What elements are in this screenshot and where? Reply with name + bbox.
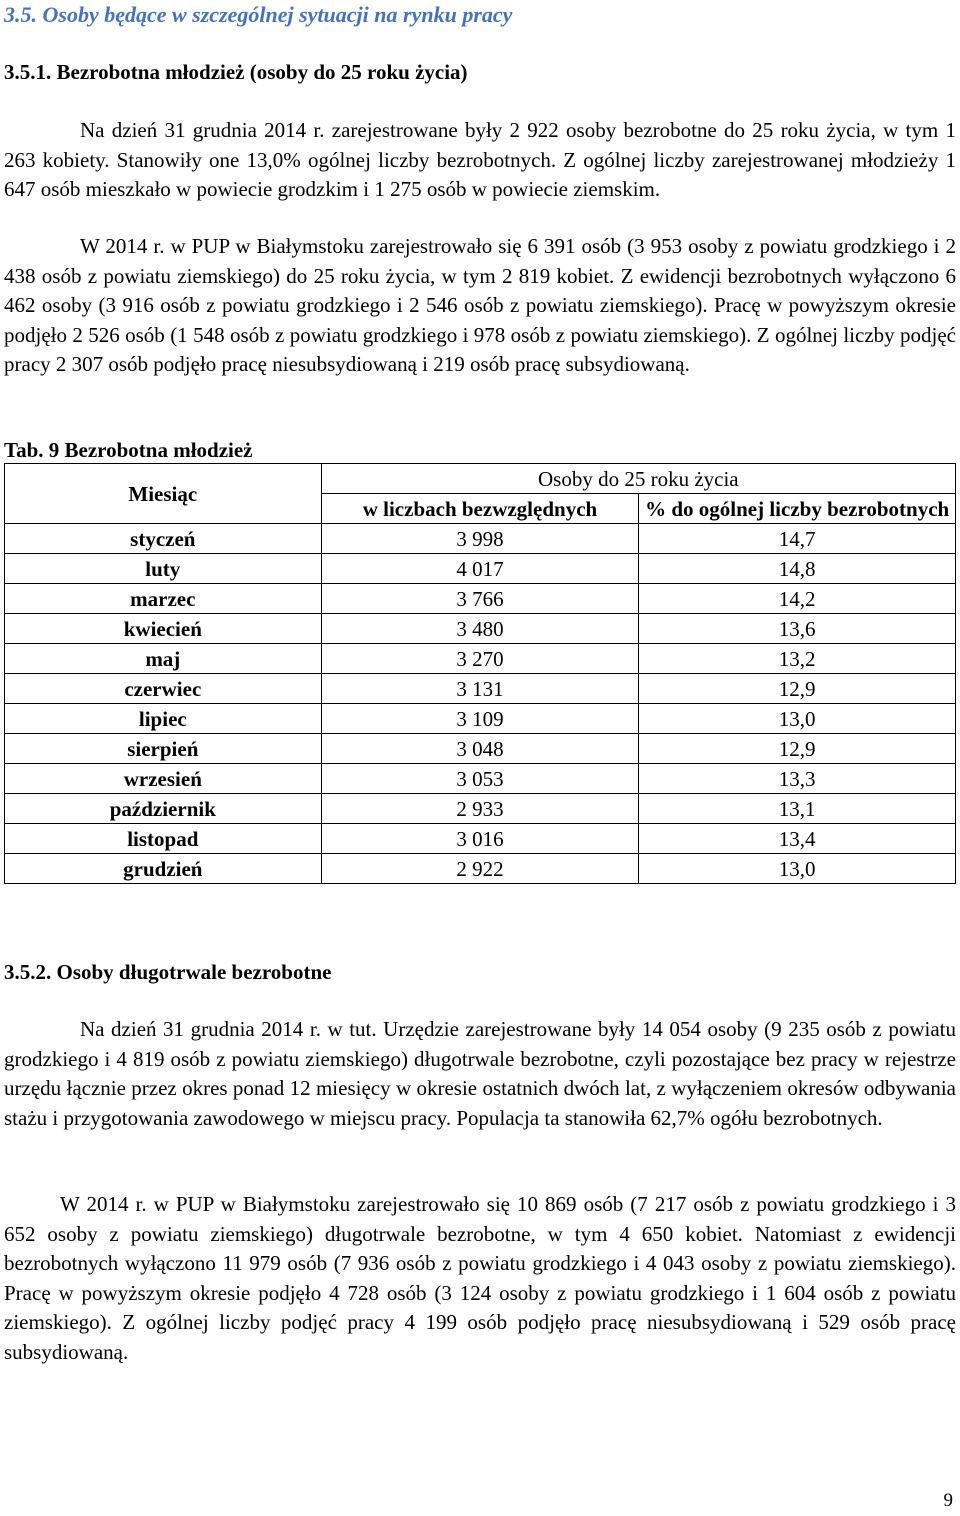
percent-cell: 14,7 — [639, 524, 956, 554]
subsection-title-longterm: 3.5.2. Osoby długotrwale bezrobotne — [4, 960, 332, 984]
absolute-cell: 4 017 — [321, 554, 639, 584]
absolute-cell: 3 480 — [321, 614, 639, 644]
paragraph-longterm-summary: Na dzień 31 grudnia 2014 r. w tut. Urzędzie zarejestrowane były 14 054 osoby (9 235 osób z powiatu grodzkiego i 4 819 osób z powiatu ziemskiego) długotrwale bezrobotne, czyli pozostające bez pracy w rejestrze urzędu łącznie przez okres ponad 12 miesięcy w okresie ostatnich dwóch lat, z wyłączeniem okresów odbywania stażu i przygotowania zawodowego w miejscu pracy. Populacja ta stanowiła 62,7% ogółu bezrobotnych. — [4, 1017, 956, 1130]
month-cell: lipiec — [5, 704, 322, 734]
percent-cell: 13,1 — [639, 794, 956, 824]
percent-cell: 13,2 — [639, 644, 956, 674]
percent-cell: 14,2 — [639, 584, 956, 614]
absolute-cell: 3 998 — [321, 524, 639, 554]
subsection-title-youth: 3.5.1. Bezrobotna młodzież (osoby do 25 roku życia) — [4, 60, 468, 84]
month-cell: kwiecień — [5, 614, 322, 644]
absolute-cell: 2 933 — [321, 794, 639, 824]
absolute-cell: 3 270 — [321, 644, 639, 674]
page-number: 9 — [943, 1490, 953, 1511]
table-row — [5, 734, 956, 764]
table-row — [5, 764, 956, 794]
percent-cell: 13,0 — [639, 854, 956, 884]
percent-cell: 13,3 — [639, 764, 956, 794]
header-percent: % do ogólnej liczby bezrobotnych — [639, 494, 956, 524]
absolute-cell: 3 048 — [321, 734, 639, 764]
month-cell: styczeń — [5, 524, 322, 554]
table-row — [5, 644, 956, 674]
table-row — [5, 524, 956, 554]
month-cell: maj — [5, 644, 322, 674]
header-group: Osoby do 25 roku życia — [321, 464, 955, 494]
youth-unemployment-table — [4, 463, 956, 884]
table-row — [5, 824, 956, 854]
table-row — [5, 554, 956, 584]
header-month: Miesiąc — [5, 464, 322, 524]
month-cell: listopad — [5, 824, 322, 854]
month-cell: luty — [5, 554, 322, 584]
percent-cell: 12,9 — [639, 674, 956, 704]
absolute-cell: 3 131 — [321, 674, 639, 704]
absolute-cell: 3 766 — [321, 584, 639, 614]
table-row — [5, 704, 956, 734]
absolute-cell: 3 053 — [321, 764, 639, 794]
percent-cell: 13,0 — [639, 704, 956, 734]
percent-cell: 13,6 — [639, 614, 956, 644]
table-row — [5, 674, 956, 704]
table-row — [5, 584, 956, 614]
absolute-cell: 2 922 — [321, 854, 639, 884]
table-row — [5, 794, 956, 824]
paragraph-youth-registrations: W 2014 r. w PUP w Białymstoku zarejestrowało się 6 391 osób (3 953 osoby z powiatu grodzkiego i 2 438 osób z powiatu ziemskiego) do 25 roku życia, w tym 2 819 kobiet. Z ewidencji bezrobotnych wyłączono 6 462 osoby (3 916 osób z powiatu grodzkiego i 2 546 osób z powiatu ziemskiego). Pracę w powyższym okresie podjęło 2 526 osób (1 548 osób z powiatu grodzkiego i 978 osób z powiatu ziemskiego). Z ogólnej liczby podjęć pracy 2 307 osób podjęło pracę niesubsydiowaną i 219 osób pracę subsydiowaną. — [4, 234, 956, 376]
section-title: 3.5. Osoby będące w szczególnej sytuacji na rynku pracy — [4, 2, 513, 27]
percent-cell: 14,8 — [639, 554, 956, 584]
table-row — [5, 614, 956, 644]
month-cell: grudzień — [5, 854, 322, 884]
percent-cell: 13,4 — [639, 824, 956, 854]
absolute-cell: 3 109 — [321, 704, 639, 734]
paragraph-youth-summary: Na dzień 31 grudnia 2014 r. zarejestrowane były 2 922 osoby bezrobotne do 25 roku życia, w tym 1 263 kobiety. Stanowiły one 13,0% ogólnej liczby bezrobotnych. Z ogólnej liczby zarejestrowanej młodzieży 1 647 osób mieszkało w powiecie grodzkim i 1 275 osób w powiecie ziemskim. — [4, 118, 956, 201]
month-cell: marzec — [5, 584, 322, 614]
table-row — [5, 854, 956, 884]
month-cell: czerwiec — [5, 674, 322, 704]
percent-cell: 12,9 — [639, 734, 956, 764]
header-absolute: w liczbach bezwzględnych — [321, 494, 639, 524]
table-caption: Tab. 9 Bezrobotna młodzież — [4, 438, 253, 462]
month-cell: wrzesień — [5, 764, 322, 794]
month-cell: sierpień — [5, 734, 322, 764]
absolute-cell: 3 016 — [321, 824, 639, 854]
month-cell: październik — [5, 794, 322, 824]
paragraph-longterm-registrations: W 2014 r. w PUP w Białymstoku zarejestrowało się 10 869 osób (7 217 osób z powiatu grodzkiego i 3 652 osoby z powiatu ziemskiego) długotrwale bezrobotne, w tym 4 650 kobiet. Natomiast z ewidencji bezrobotnych wyłączono 11 979 osób (7 936 osób z powiatu grodzkiego i 4 043 osoby z powiatu ziemskiego). Pracę w powyższym okresie podjęło 4 728 osób (3 124 osoby z powiatu grodzkiego i 1 604 osób z powiatu ziemskiego). Z ogólnej liczby podjęć pracy 4 199 osób podjęło pracę niesubsydiowaną i 529 osób pracę subsydiowaną. — [4, 1192, 956, 1364]
